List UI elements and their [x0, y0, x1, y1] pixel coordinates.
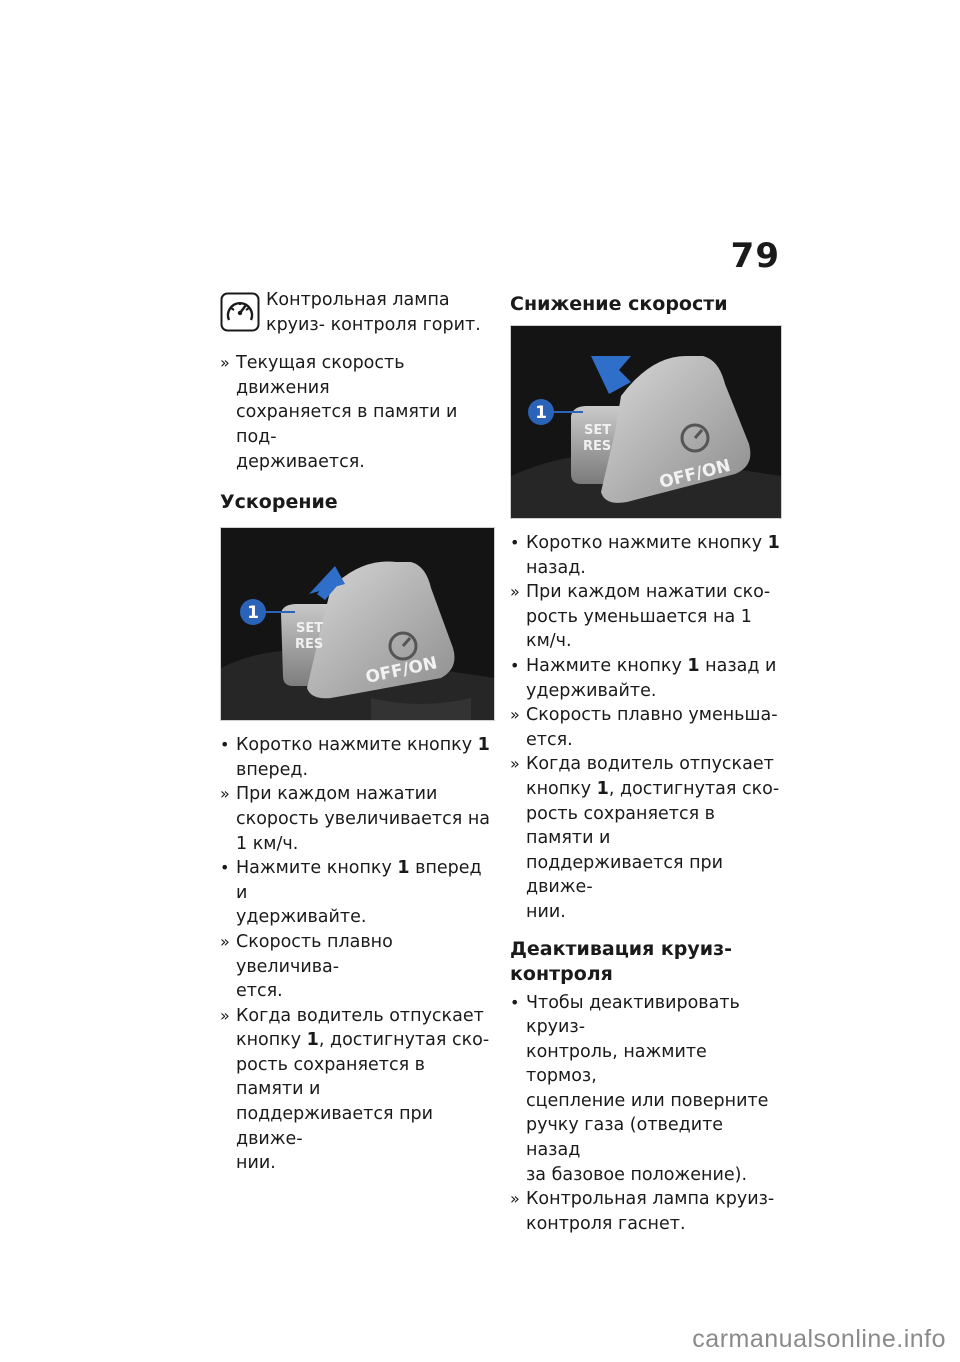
indicator-line: Контрольная лампа круиз-	[266, 290, 450, 335]
step-text: ется.	[236, 981, 283, 1002]
step-text: При каждом нажатии ско-	[526, 582, 771, 603]
step-text: рость уменьшается на 1 км/ч.	[526, 606, 752, 652]
step-marker: »	[220, 784, 230, 804]
step-text: контроль, нажмите тормоз,	[526, 1041, 707, 1087]
acceleration-step	[220, 782, 495, 856]
result-marker: »	[220, 353, 230, 373]
step-text: за базовое положение).	[526, 1164, 748, 1185]
heading-line: контроля	[510, 962, 613, 985]
step-text: Коротко нажмите кнопку	[236, 735, 478, 756]
step-text: назад.	[526, 557, 586, 578]
set-label: SET	[296, 621, 324, 637]
deceleration-step	[510, 752, 782, 924]
step-marker: •	[220, 735, 230, 755]
button-ref: 1	[306, 1030, 319, 1051]
deactivation-heading	[510, 937, 782, 987]
step-text: удерживайте.	[526, 680, 657, 701]
result-note	[220, 351, 495, 474]
deceleration-step	[510, 531, 782, 580]
acceleration-step	[220, 930, 495, 1004]
step-marker: •	[510, 533, 520, 552]
step-text: назад и	[699, 655, 777, 676]
acceleration-step	[220, 733, 495, 782]
deactivation-step	[510, 991, 782, 1188]
indicator-text	[266, 288, 495, 337]
step-text: Нажмите кнопку	[236, 858, 398, 879]
left-column	[220, 288, 495, 1176]
step-marker: •	[510, 655, 520, 675]
off-on-label: OFF/ON	[363, 653, 440, 689]
step-text: кнопку	[236, 1030, 307, 1051]
button-ref: 1	[687, 655, 700, 676]
step-text: Когда водитель отпускает	[236, 1005, 484, 1026]
watermark: carmanualsonline.info	[692, 1325, 946, 1353]
button-ref: 1	[596, 778, 609, 799]
step-text: , достигнутая ско-	[608, 778, 780, 799]
result-line: сохраняется в памяти и под-	[236, 402, 458, 447]
acceleration-heading: Ускорение	[220, 491, 338, 514]
step-marker: »	[510, 705, 520, 725]
button-ref: 1	[397, 858, 410, 879]
step-text: рость сохраняется в памяти и	[236, 1054, 425, 1100]
set-label: SET	[584, 423, 612, 438]
deceleration-heading: Снижение скорости	[510, 293, 728, 315]
step-text: Скорость плавно уменьша-	[526, 705, 778, 726]
deceleration-figure	[510, 325, 782, 519]
step-text: поддерживается при движе-	[236, 1104, 433, 1149]
step-text: , достигнутая ско-	[318, 1030, 490, 1051]
step-text: поддерживается при движе-	[526, 852, 723, 898]
step-text: сцепление или поверните	[526, 1090, 769, 1111]
step-text: нии.	[236, 1153, 276, 1174]
off-on-label: OFF/ON	[657, 455, 733, 493]
step-marker: »	[510, 582, 520, 602]
right-column	[510, 288, 782, 1236]
deactivation-step	[510, 1187, 782, 1236]
step-text: контроля гаснет.	[526, 1213, 686, 1234]
step-marker: »	[510, 754, 520, 774]
callout-number: 1	[535, 403, 547, 423]
deceleration-step	[510, 654, 782, 703]
step-marker: »	[220, 931, 230, 951]
step-text: 1 км/ч.	[236, 833, 299, 854]
callout-number: 1	[247, 603, 259, 624]
step-text: кнопку	[526, 778, 597, 799]
acceleration-step	[220, 856, 495, 930]
res-label: RES	[583, 439, 612, 454]
step-text: ется.	[526, 729, 573, 750]
button-ref: 1	[477, 735, 490, 756]
step-text: скорость увеличивается на	[236, 808, 490, 829]
heading-line: Деактивация круиз-	[510, 937, 733, 960]
step-text: Контрольная лампа круиз-	[526, 1189, 775, 1210]
step-marker: •	[510, 992, 520, 1012]
step-text: Коротко нажмите кнопку	[526, 533, 768, 553]
step-marker: •	[220, 858, 230, 878]
indicator-note	[220, 288, 495, 337]
result-line: Текущая скорость движения	[236, 353, 405, 398]
step-text: вперед и	[236, 858, 482, 903]
step-text: ручку газа (отведите назад	[526, 1115, 724, 1161]
step-text: Скорость плавно увеличива-	[236, 931, 393, 977]
result-line: держивается.	[236, 451, 365, 472]
cruise-control-indicator-icon	[220, 292, 260, 332]
page-number: 79	[730, 236, 780, 276]
res-label: RES	[295, 637, 324, 653]
step-marker: »	[510, 1189, 520, 1209]
step-text: нии.	[526, 901, 566, 922]
acceleration-step	[220, 1004, 495, 1176]
step-text: рость сохраняется в памяти и	[526, 803, 715, 849]
step-marker: »	[220, 1005, 230, 1025]
step-text: Когда водитель отпускает	[526, 754, 774, 775]
button-ref: 1	[767, 533, 780, 553]
step-text: удерживайте.	[236, 907, 367, 928]
deceleration-step	[510, 703, 782, 752]
step-text: Чтобы деактивировать круиз-	[526, 992, 740, 1038]
acceleration-figure	[220, 527, 495, 721]
deceleration-step	[510, 580, 782, 654]
step-text: При каждом нажатии	[236, 784, 438, 805]
step-text: вперед.	[236, 759, 309, 780]
indicator-line: контроля горит.	[330, 314, 481, 335]
step-text: Нажмите кнопку	[526, 655, 688, 676]
